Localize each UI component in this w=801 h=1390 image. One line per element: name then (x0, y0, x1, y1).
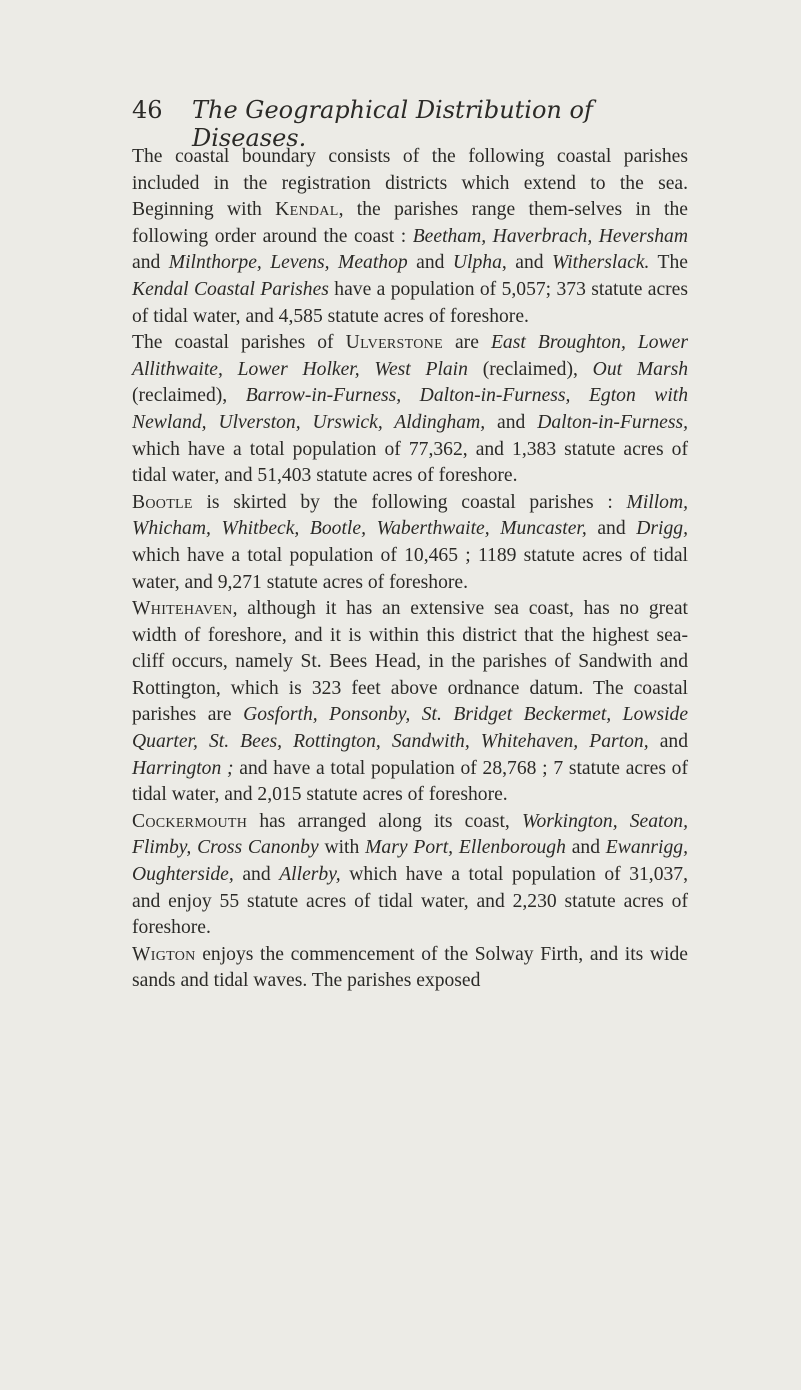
text-segment: The coastal boundary consists of the following coastal parishes included in the registration districts which extend to the sea. Beginning with (132, 146, 688, 221)
parish-names: Out Marsh (592, 358, 688, 380)
text-segment: with (318, 837, 366, 859)
parish-names: Kendal Coastal Parishes (132, 278, 329, 300)
text-segment: , although it has an extensive sea coast, has no great width of foreshore, and it is within this district that the highest sea-cliff occurs, namely St. Bees Head, in the parishes of Sandwith and Rottington, which is 323 feet above ordnance datum. The coastal parishes are (132, 598, 688, 726)
parish-names: Workington, Seaton, Flimby, Cross Canonby (132, 810, 688, 859)
parish-names: Beetham, Haverbrach, Heversham (412, 225, 688, 247)
text-segment: , the parishes range them-selves in the following order around the coast : (132, 199, 688, 247)
parish-names: Mary Port, Ellenborough (365, 837, 566, 859)
parish-names: Drigg, (636, 518, 688, 540)
text-segment: and (407, 252, 453, 274)
district-name: Cockermouth (132, 810, 248, 832)
text-segment: and (485, 411, 538, 433)
text-segment: have a population of 5,057; 373 statute acres of tidal water, and 4,585 statute acres of foreshore. (132, 278, 689, 327)
parish-names: Milnthorpe, Levens, Meathop (168, 252, 408, 274)
text-segment: is skirted by the following coastal parishes : (192, 491, 627, 513)
parish-names: Ewanrigg, Oughterside, (132, 837, 688, 886)
parish-names: Barrow-in-Furness, Dalton-in-Furness, Egton with Newland, Ulverston, Urswick, Aldingham, (132, 385, 688, 433)
text-segment: , and (501, 252, 552, 274)
paragraph-cockermouth (132, 809, 688, 942)
text-segment: which have a total population of 10,465 ; 1189 statute acres of tidal water, and 9,271 statute acres of foreshore. (132, 544, 688, 593)
parish-names: Harrington ; (132, 757, 234, 779)
page-header (132, 96, 692, 152)
text-segment: and (565, 837, 606, 859)
paragraph-bootle (132, 490, 688, 596)
district-name: Wigton (132, 943, 196, 965)
text-segment: and (132, 252, 169, 274)
paragraph-wigton (132, 942, 688, 995)
text-segment: and have a total population of 28,768 ; 7 statute acres of tidal water, and 2,015 statute acres of foreshore. (132, 757, 688, 806)
district-name: Bootle (132, 491, 193, 513)
text-segment: enjoys the commencement of the Solway Firth, and its wide sands and tidal waves. The parishes exposed (132, 943, 688, 992)
text-segment: The (649, 252, 688, 274)
paragraph-kendal (132, 144, 688, 330)
district-name: Kendal (275, 199, 339, 221)
text-segment: (reclaimed), (467, 358, 593, 380)
text-segment: and (586, 518, 637, 540)
body-text (132, 144, 688, 995)
paragraph-ulverstone (132, 330, 688, 490)
parish-names: Ulpha (452, 252, 502, 274)
running-title: The Geographical Distribution of Diseases. (192, 96, 593, 152)
text-segment: The coastal parishes of (132, 332, 346, 354)
text-segment: are (442, 332, 491, 354)
district-name: Ulverstone (345, 332, 443, 354)
parish-names: Witherslack. (552, 252, 650, 274)
page-number: 46 (132, 96, 163, 124)
parish-names: Gosforth, Ponsonby, St. Bridget Beckermet, Lowside Quarter, St. Bees, Rottington, Sandwith, Whitehaven, Parton, (132, 704, 689, 753)
text-segment: (reclaimed), (132, 385, 246, 407)
district-name: Whitehaven (132, 598, 233, 620)
parish-names: Dalton-in-Furness, (537, 411, 688, 433)
parish-names: Allerby, (279, 864, 341, 886)
text-segment: and (233, 864, 280, 886)
parish-names: Millom, Whicham, Whitbeck, Bootle, Waberthwaite, Muncaster, (132, 491, 688, 540)
text-segment: which have a total population of 31,037, and enjoy 55 statute acres of tidal water, and 2,230 statute acres of foreshore. (132, 864, 688, 939)
text-segment: and (648, 731, 688, 753)
paragraph-whitehaven (132, 596, 688, 809)
parish-names: East Broughton, Lower Allithwaite, Lower Holker, West Plain (132, 332, 688, 380)
text-segment: has arranged along its coast, (247, 810, 522, 832)
text-segment: which have a total population of 77,362, and 1,383 statute acres of tidal water, and 51,403 statute acres of foreshore. (132, 438, 688, 487)
